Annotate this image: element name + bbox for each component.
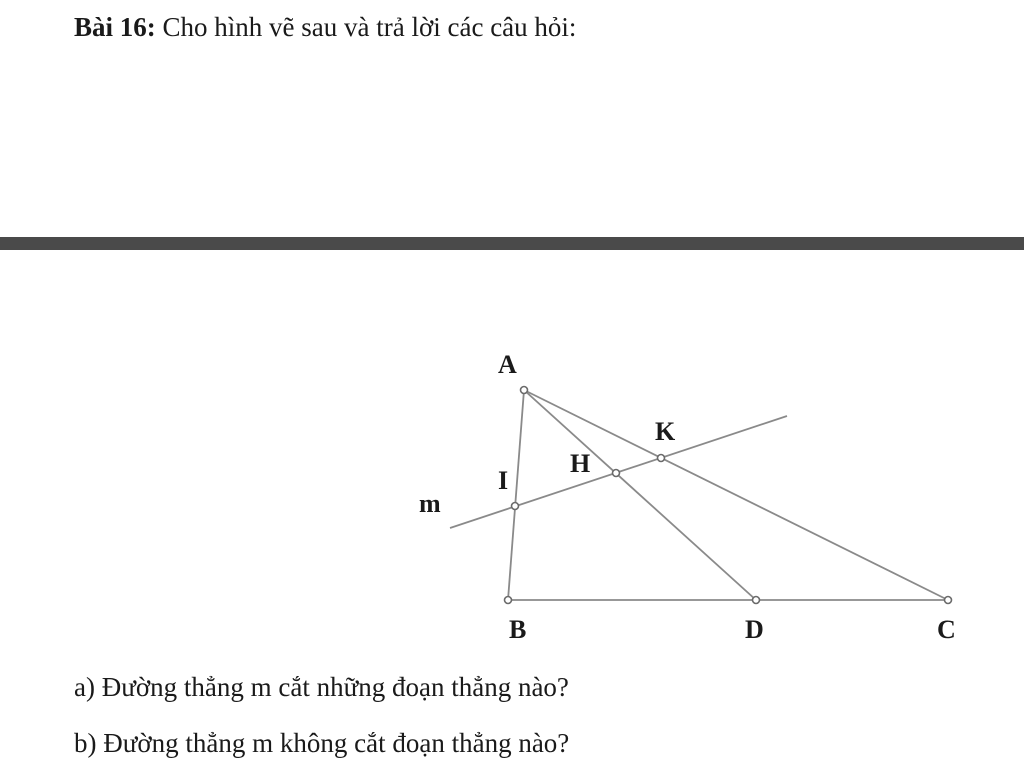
segment-AC (524, 390, 948, 600)
label-C: C (937, 615, 956, 644)
point-C (945, 597, 952, 604)
point-K (658, 455, 665, 462)
label-A: A (498, 350, 517, 379)
point-D (753, 597, 760, 604)
point-I (512, 503, 519, 510)
point-B (505, 597, 512, 604)
question-a: a) Đường thẳng m cắt những đoạn thẳng nào? (74, 672, 569, 702)
exercise-label: Bài 16: (74, 12, 156, 42)
segment-AD (524, 390, 756, 600)
figure-lines (450, 390, 948, 600)
question-b: b) Đường thẳng m không cắt đoạn thẳng nào? (74, 728, 570, 758)
exercise-prompt: Cho hình vẽ sau và trả lời các câu hỏi: (155, 12, 577, 42)
label-m: m (419, 489, 441, 518)
segment-AB (508, 390, 524, 600)
label-I: I (498, 466, 509, 495)
label-K: K (655, 417, 676, 446)
label-D: D (745, 615, 764, 644)
label-H: H (570, 449, 591, 478)
point-H (613, 470, 620, 477)
label-B: B (509, 615, 527, 644)
point-A (521, 387, 528, 394)
figure-points (505, 387, 952, 604)
